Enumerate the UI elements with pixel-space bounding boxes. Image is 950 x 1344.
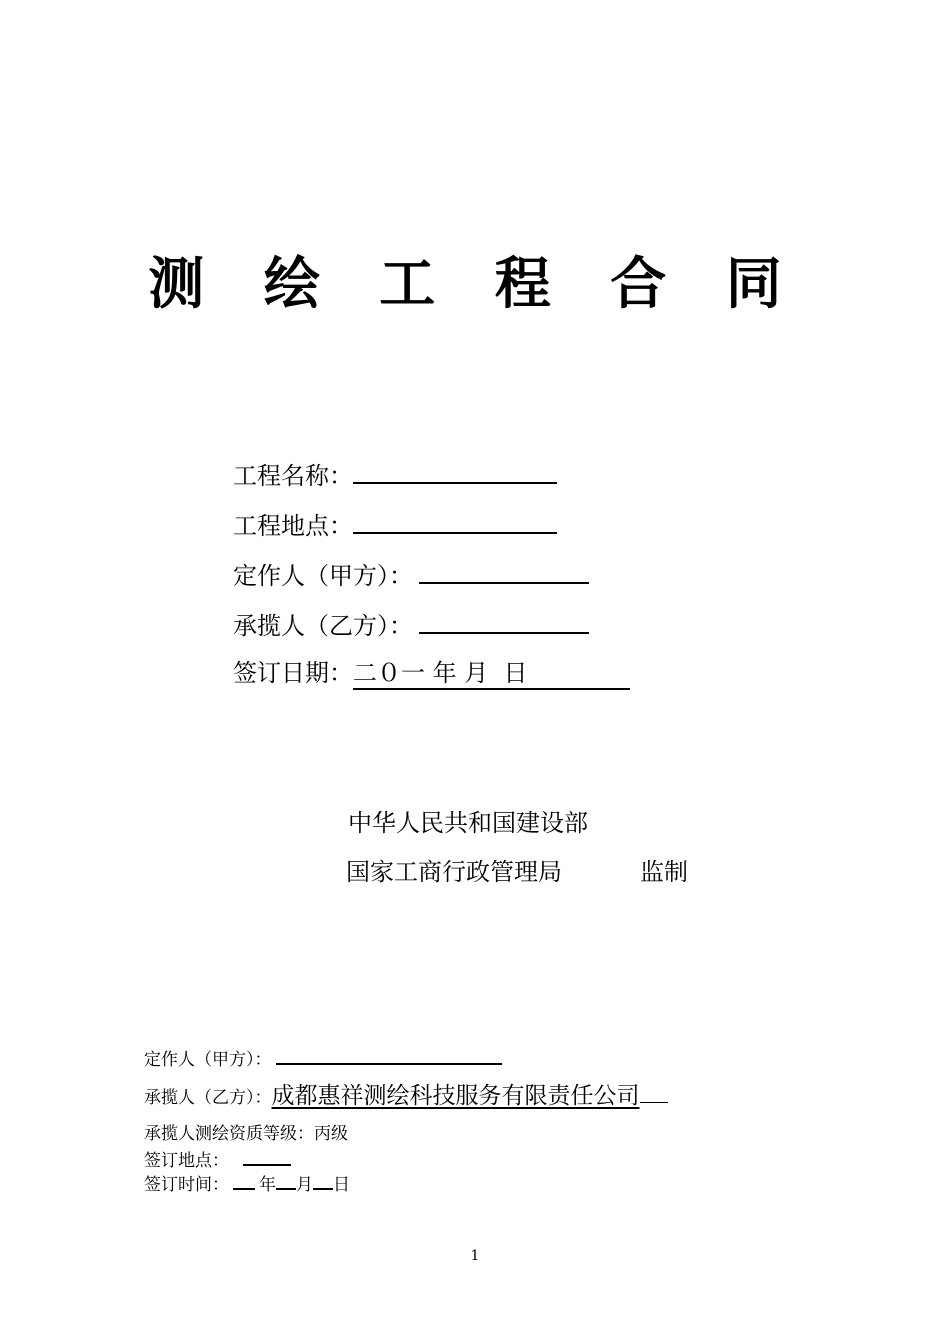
sign-time-day-blank[interactable] [313,1172,333,1190]
sign-time-month-blank[interactable] [276,1172,296,1190]
sign-time-year: 年 [259,1175,276,1195]
party-b-blank[interactable] [419,608,589,634]
sign-time-year-blank[interactable] [233,1172,255,1190]
party-a-row [233,558,589,591]
detail-party-b-underline-tail [640,1084,668,1103]
project-site-label: 工程地点： [233,512,353,540]
detail-party-b-row [144,1084,668,1109]
detail-party-a-label: 定作人（甲方）： [144,1050,272,1070]
party-b-row [233,608,589,641]
sign-date-value[interactable]: 二０一 年 月 日 [353,658,630,690]
party-a-blank[interactable] [419,558,589,584]
issuer-ministry: 中华人民共和国建设部 [348,809,588,837]
sign-time-label: 签订时间： [144,1175,229,1195]
project-name-blank[interactable] [353,458,557,484]
project-name-row [233,458,557,491]
party-b-label: 承揽人（乙方）： [233,612,413,640]
sign-date-row [233,658,630,690]
document-title: 测 绘 工 程 合 同 [148,252,802,317]
page-number: 1 [470,1248,480,1264]
detail-party-a-row [144,1046,502,1071]
sign-place-blank[interactable] [243,1148,291,1166]
sign-time-row [144,1172,350,1196]
detail-party-a-blank[interactable] [276,1046,502,1065]
issuer-bureau: 国家工商行政管理局 [346,858,562,886]
project-name-label: 工程名称： [233,462,353,490]
party-a-label: 定作人（甲方）： [233,562,413,590]
detail-party-b-label: 承揽人（乙方）： [144,1088,272,1108]
project-site-row [233,508,557,541]
sign-place-label: 签订地点： [144,1151,229,1171]
supervised-label: 监制 [640,858,688,886]
sign-date-label: 签订日期： [233,659,353,687]
project-site-blank[interactable] [353,508,557,534]
qualification-line: 承揽人测绘资质等级：丙级 [144,1124,348,1144]
sign-time-month: 月 [296,1175,313,1195]
detail-party-b-value: 成都惠祥测绘科技服务有限责任公司 [271,1083,640,1109]
sign-time-day: 日 [333,1175,350,1195]
sign-place-row [144,1148,291,1172]
